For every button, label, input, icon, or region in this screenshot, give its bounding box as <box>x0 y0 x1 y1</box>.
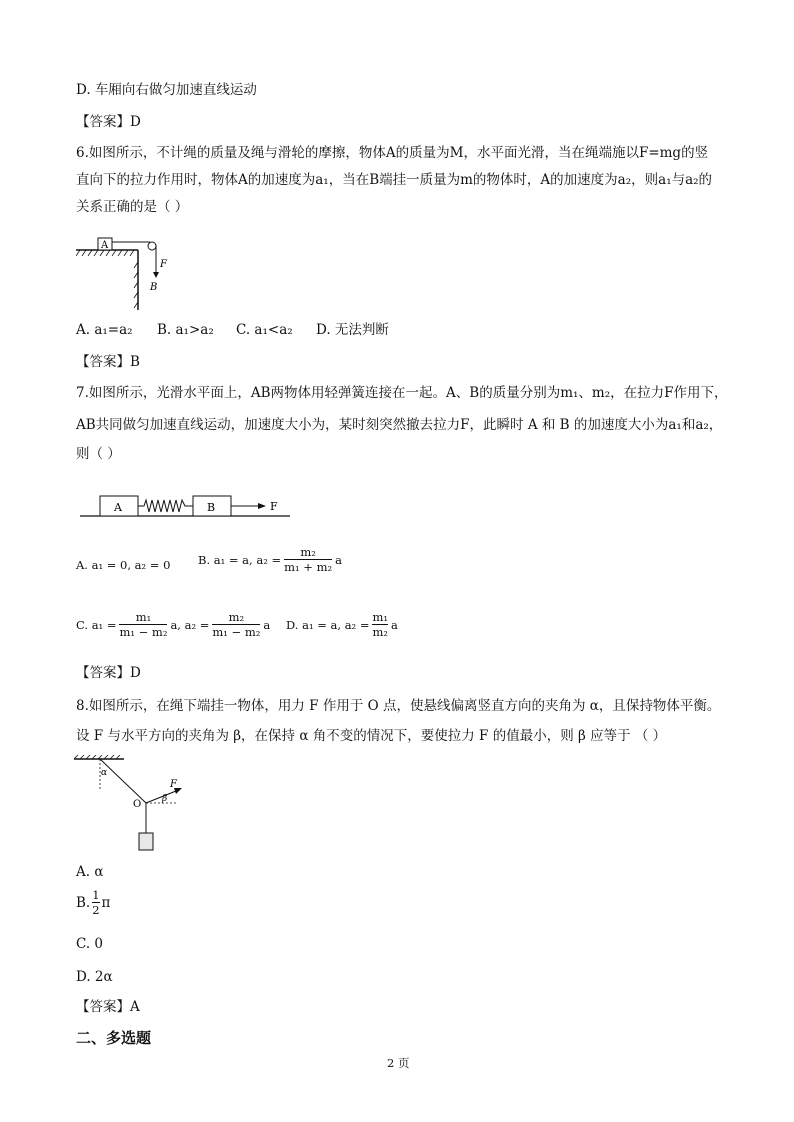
denominator: 2 <box>92 903 100 917</box>
q6-text-line-1: 6.如图所示，不计绳的质量及绳与滑轮的摩擦，物体A的质量为M，水平面光滑，当在绳端施以F=mg的竖 <box>76 145 709 161</box>
answer-8: 【答案】A <box>76 999 140 1015</box>
q7-text-line-1: 7.如图所示，光滑水平面上，AB两物体用轻弹簧连接在一起。A、B的质量分别为m₁、m₂，在拉力F作用下， <box>76 385 728 401</box>
answer-5: 【答案】D <box>76 114 141 130</box>
numerator: m₁ <box>372 610 388 624</box>
answer-7: 【答案】D <box>76 665 141 681</box>
spring <box>138 500 193 512</box>
section-heading: 二、多选题 <box>76 1029 152 1047</box>
q7-option-d-fraction <box>372 610 388 639</box>
force-label: F <box>160 259 167 270</box>
numerator: m₂ <box>300 545 316 559</box>
alpha-label: α <box>101 768 108 778</box>
block-a-label: A <box>101 240 109 251</box>
q6-text-line-2: 直向下的拉力作用时，物体A的加速度为a₁，当在B端挂一质量为m的物体时，A的加速度为a₂，则a₁与a₂的 <box>76 172 713 188</box>
answer-6: 【答案】B <box>76 354 140 370</box>
q7-option-d-prefix: D. a₁ = a, a₂ = <box>286 617 370 632</box>
q7-option-c-fraction-1 <box>119 610 167 639</box>
end-label: B <box>150 282 158 293</box>
q5-option-d: D. 车厢向右做匀加速直线运动 <box>76 82 257 98</box>
numerator: m₂ <box>228 610 245 624</box>
rope <box>100 759 146 803</box>
q8-text-line-2: 设 F 与水平方向的夹角为 β，在保持 α 角不变的情况下，要使拉力 F 的值最小，则 β 应等于 （ ） <box>76 728 667 744</box>
pulley <box>148 242 156 250</box>
point-o-label: O <box>133 799 142 810</box>
q7-option-c-mid: a, a₂ = <box>170 617 210 632</box>
block-a-label: A <box>114 501 122 514</box>
q8-option-d: D. 2α <box>76 969 113 985</box>
denominator: m₂ <box>372 625 388 639</box>
q7-figure <box>80 488 295 522</box>
denominator: m₁ − m₂ <box>119 625 168 639</box>
numerator: m₁ <box>135 610 152 624</box>
hanging-weight <box>139 833 153 850</box>
q7-option-b-suffix: a <box>335 552 342 567</box>
q8-option-b-prefix: B. <box>76 894 91 911</box>
q7-option-c-prefix: C. a₁ = <box>76 617 117 632</box>
q7-option-d-suffix: a <box>390 617 398 632</box>
q8-option-b-suffix: π <box>101 894 111 911</box>
q7-option-a: A. a₁ = 0, a₂ = 0 <box>76 558 171 572</box>
force-label: F <box>170 779 177 790</box>
q8-text-line-1: 8.如图所示，在绳下端挂一物体，用力 F 作用于 O 点，使悬线偏离竖直方向的夹角为 α，且保持物体平衡。 <box>76 698 721 714</box>
q8-option-c: C. 0 <box>76 936 104 952</box>
force-label: F <box>270 500 278 513</box>
q7-option-d <box>286 610 398 639</box>
denominator: m₁ − m₂ <box>212 625 261 639</box>
q6-text-line-3: 关系正确的是（ ） <box>76 199 189 215</box>
q7-option-b <box>198 545 342 574</box>
q7-option-b-fraction <box>284 545 332 574</box>
q7-option-b-prefix: B. a₁ = a, a₂ = <box>198 552 282 567</box>
q7-text-line-3: 则（ ） <box>76 446 121 462</box>
q8-option-a: A. α <box>76 864 104 880</box>
q8-option-b <box>76 888 110 917</box>
q8-option-b-fraction <box>92 888 99 917</box>
beta-label: β <box>162 794 168 804</box>
force-arrow <box>153 272 159 278</box>
q6-option-a: A. a₁=a₂ <box>76 322 133 338</box>
q7-text-line-2: AB共同做匀加速直线运动，加速度大小为，某时刻突然撤去拉力F，此瞬时 A 和 B 的加速度大小为a₁和a₂， <box>76 417 723 433</box>
numerator: 1 <box>92 888 100 902</box>
block-b-label: B <box>207 501 216 514</box>
force-arrow <box>258 503 266 509</box>
q6-option-c: C. a₁<a₂ <box>236 322 293 338</box>
q7-option-c-suffix: a <box>263 617 271 632</box>
page-number: 2 页 <box>387 1056 410 1070</box>
q6-option-d: D. 无法判断 <box>316 322 389 338</box>
denominator: m₁ + m₂ <box>284 560 333 574</box>
q7-option-c <box>76 610 270 639</box>
q8-figure <box>74 755 194 855</box>
q7-option-c-fraction-2 <box>212 610 260 639</box>
q6-option-b: B. a₁>a₂ <box>157 322 214 338</box>
q6-figure <box>76 232 176 312</box>
